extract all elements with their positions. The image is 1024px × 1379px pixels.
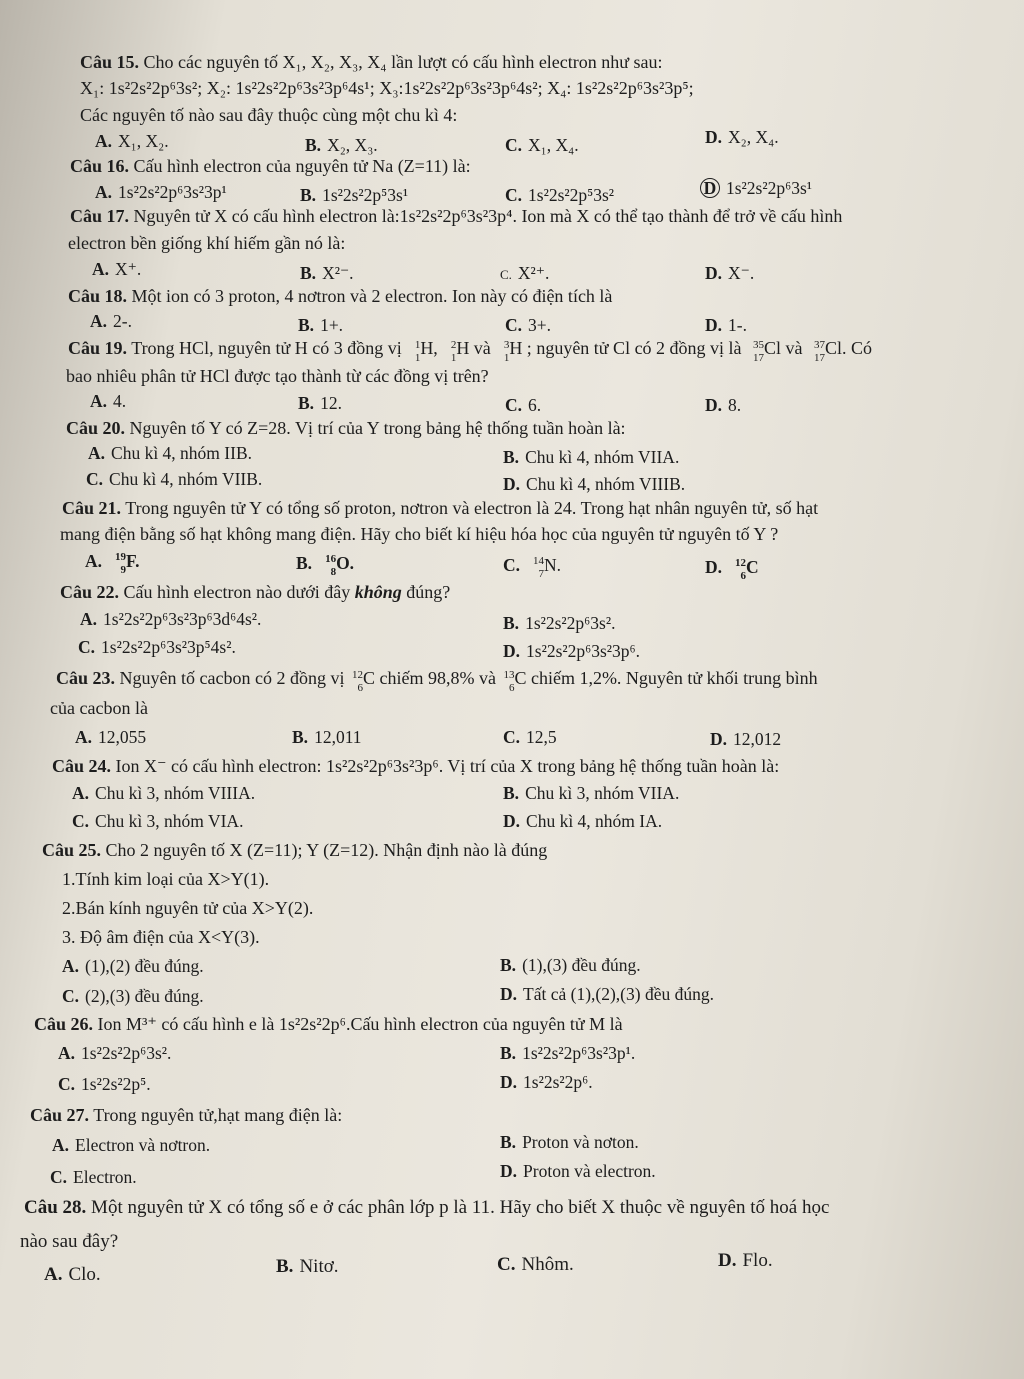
isotope-symbol: C chiếm 1,2%. Nguyên tử khối trung bình <box>514 668 818 688</box>
q20-option-d[interactable] <box>503 473 685 495</box>
option-key: B. <box>298 315 315 335</box>
option-text: Flo. <box>742 1250 773 1271</box>
atomic-number: 6 <box>508 682 515 694</box>
q21-option-d[interactable] <box>705 556 765 582</box>
option-text: Proton và electron. <box>523 1161 656 1181</box>
option-key: C. <box>78 637 96 657</box>
q23-option-b[interactable] <box>292 726 362 748</box>
option-text: (1),(2) đều đúng. <box>85 956 204 976</box>
option-text: Chu kì 3, nhóm VIIA. <box>525 783 680 803</box>
option-key: D. <box>503 641 521 661</box>
option-key: C. <box>58 1074 76 1094</box>
q17-option-c[interactable] <box>500 262 549 286</box>
q25-statement-3: 3. Độ âm điện của X<Y(3). <box>62 927 260 947</box>
q25-option-a[interactable] <box>62 955 204 977</box>
q26-stem <box>34 1012 623 1036</box>
option-key: B. <box>503 783 520 803</box>
q17-option-a[interactable] <box>92 258 141 280</box>
q23-option-c[interactable] <box>503 726 557 748</box>
option-text: Nitơ. <box>299 1256 339 1277</box>
mass-number: 19 <box>115 551 127 563</box>
option-text: 1s²2s²2p⁶3s²3p¹. <box>522 1043 636 1063</box>
q15-configs: X₁: 1s²2s²2p⁶3s²; X₂: 1s²2s²2p⁶3s²3p⁶4s¹; X₃:1s²2s²2p⁶3s²3p⁶4s²; X₄: 1s²2s²2p⁶3s²3p⁵; <box>80 78 694 98</box>
option-text: 12,055 <box>98 727 147 747</box>
option-key: C. <box>50 1167 68 1187</box>
q15-option-c[interactable] <box>505 134 579 156</box>
q18-stem-text: Một ion có 3 proton, 4 nơtron và 2 electron. Ion này có điện tích là <box>131 286 613 306</box>
q26-stem-text: Ion M³⁺ có cấu hình e là 1s²2s²2p⁶.Cấu hình electron của nguyên tử M là <box>97 1014 623 1034</box>
option-text: 1s²2s²2p⁶3s²3p⁶. <box>526 641 641 661</box>
q21-option-a[interactable] <box>85 550 145 576</box>
option-key: D. <box>705 315 723 335</box>
q25-statement-1: 1.Tính kim loại của X>Y(1). <box>62 869 270 889</box>
q28-option-b[interactable] <box>276 1256 339 1278</box>
option-text: 3+. <box>528 315 552 335</box>
q19-stem-line2: bao nhiêu phân tử HCl được tạo thành từ các đồng vị trên? <box>66 366 489 386</box>
q22-stem-text: Cấu hình electron nào dưới đây <box>123 582 351 602</box>
option-text: 12,5 <box>526 727 557 747</box>
option-key: D. <box>705 395 723 415</box>
q19-stem-line1 <box>68 336 873 364</box>
option-text: 1s²2s²2p⁶3s¹ <box>726 178 813 198</box>
q21-stem-line2: mang điện bằng số hạt không mang điện. Hãy cho biết kí hiệu hóa học của nguyên tử nguyên tố Y ? <box>60 524 779 544</box>
q26-option-b[interactable] <box>500 1042 635 1064</box>
option-text: Electron. <box>73 1167 137 1187</box>
isotope-symbol: H, <box>420 338 438 358</box>
option-text: X₁, X₂. <box>118 131 169 151</box>
atomic-number: 8 <box>330 566 337 578</box>
option-key: C. <box>497 1254 516 1275</box>
option-key: B. <box>300 263 317 283</box>
option-key: B. <box>503 613 520 633</box>
option-key: B. <box>296 553 313 573</box>
option-key: D. <box>500 984 518 1004</box>
option-key: B. <box>276 1256 294 1277</box>
option-key: B. <box>500 955 517 975</box>
option-key: C. <box>500 267 512 282</box>
q27-option-d[interactable] <box>500 1160 656 1182</box>
q16-option-c[interactable] <box>505 184 614 206</box>
atomic-number: 1 <box>503 352 510 364</box>
atomic-number: 7 <box>538 568 545 580</box>
q17-option-d[interactable] <box>705 262 754 284</box>
circled-answer-mark: D <box>700 178 720 198</box>
q21-stem-line1 <box>62 496 818 520</box>
option-text: Chu kì 4, nhóm IIB. <box>111 443 252 463</box>
mass-number: 16 <box>325 553 337 565</box>
q17-label: Câu 17. <box>70 206 130 226</box>
isotope-symbol: Cl. Có <box>825 338 873 358</box>
q19-stem-text: Trong HCl, nguyên tử H có 3 đồng vị <box>131 338 402 358</box>
option-text: 6. <box>528 395 542 415</box>
option-text: 1s²2s²2p⁶3s²3p⁵4s². <box>101 637 236 657</box>
option-text: Electron và nơtron. <box>75 1135 211 1155</box>
option-key: C. <box>505 185 523 205</box>
q23-label: Câu 23. <box>56 668 116 688</box>
q22-option-d[interactable] <box>503 640 640 662</box>
q24-stem <box>52 754 779 778</box>
q16-option-a[interactable] <box>95 181 227 203</box>
q24-label: Câu 24. <box>52 756 112 776</box>
option-key: A. <box>72 783 90 803</box>
q24-option-d[interactable] <box>503 810 662 832</box>
q26-option-a[interactable] <box>58 1042 171 1064</box>
q20-option-a[interactable] <box>88 442 252 464</box>
option-key: A. <box>90 391 108 411</box>
option-text: Clo. <box>68 1264 101 1285</box>
option-key: D. <box>503 474 521 494</box>
q28-stem-line1 <box>24 1196 829 1220</box>
option-key: A. <box>95 131 113 151</box>
q25-option-c[interactable] <box>62 985 204 1007</box>
option-key: C. <box>62 986 80 1006</box>
q15-option-a[interactable] <box>95 130 169 152</box>
q15-label: Câu 15. <box>80 52 140 72</box>
q28-option-a[interactable] <box>44 1264 101 1286</box>
q23-stem-line1 <box>56 666 818 694</box>
option-key: D. <box>500 1072 518 1092</box>
option-key: A. <box>92 259 110 279</box>
isotope-symbol: C chiếm 98,8% và <box>362 668 496 688</box>
mass-number: 13 <box>503 669 515 681</box>
q23-stem-text: Nguyên tố cacbon có 2 đồng vị <box>119 668 345 688</box>
option-text: 1s²2s²2p⁵. <box>81 1074 151 1094</box>
option-text: 1-. <box>728 315 747 335</box>
atomic-number: 17 <box>814 352 826 364</box>
option-text: Chu kì 4, nhóm VIIA. <box>525 447 680 467</box>
q27-option-b[interactable] <box>500 1131 639 1153</box>
q27-option-a[interactable] <box>52 1134 210 1156</box>
mass-number: 1 <box>414 339 421 351</box>
mass-number: 35 <box>753 339 765 351</box>
q19-option-b[interactable] <box>298 392 342 414</box>
option-key: A. <box>88 443 106 463</box>
isotope-notation <box>108 551 127 576</box>
q20-label: Câu 20. <box>66 418 126 438</box>
q24-stem-text: Ion X⁻ có cấu hình electron: 1s²2s²2p⁶3s²3p⁶. Vị trí của X trong bảng hệ thống tuần hoàn là: <box>115 756 780 776</box>
atomic-number: 1 <box>450 352 457 364</box>
atomic-number: 17 <box>753 352 765 364</box>
option-text: X⁺. <box>115 259 142 279</box>
q17-stem-text: Nguyên tử X có cấu hình electron là:1s²2s²2p⁶3s²3p⁴. Ion mà X có thể tạo thành để trở về cấu hình <box>133 206 843 226</box>
q25-stem-text: Cho 2 nguyên tố X (Z=11); Y (Z=12). Nhận định nào là đúng <box>105 840 548 860</box>
isotope-notation <box>442 338 457 364</box>
q22-option-b[interactable] <box>503 612 615 634</box>
option-text: X²⁺. <box>517 263 550 283</box>
option-text: 2-. <box>113 311 132 331</box>
option-key: B. <box>298 393 315 413</box>
option-text: (1),(3) đều đúng. <box>522 955 641 975</box>
q22-emphasis: không <box>354 582 402 602</box>
q16-stem <box>70 154 471 178</box>
element-symbol: N. <box>544 555 562 575</box>
option-key: D. <box>503 811 521 831</box>
isotope-notation <box>349 668 363 694</box>
q21-option-b[interactable] <box>296 552 360 578</box>
q16-option-d[interactable] <box>700 177 812 199</box>
q17-stem-line2: electron bền giống khí hiếm gần nó là: <box>68 233 346 253</box>
atomic-number: 6 <box>357 682 363 694</box>
q25-stem <box>42 838 547 862</box>
q18-stem <box>68 284 612 308</box>
option-text: (2),(3) đều đúng. <box>85 986 204 1006</box>
q16-stem-text: Cấu hình electron của nguyên tử Na (Z=11) là: <box>133 156 471 176</box>
q20-stem <box>66 416 626 440</box>
option-key: D. <box>710 729 728 749</box>
option-key: A. <box>95 182 113 202</box>
option-text: Chu kì 4, nhóm VIIB. <box>109 469 263 489</box>
q23-option-d[interactable] <box>710 728 781 750</box>
q24-option-b[interactable] <box>503 782 679 804</box>
q16-option-b[interactable] <box>300 184 408 206</box>
q19-option-d[interactable] <box>705 394 741 416</box>
q22-stem <box>60 580 450 604</box>
isotope-notation <box>526 555 545 580</box>
q24-option-c[interactable] <box>72 810 243 832</box>
option-text: X₂, X₄. <box>728 127 779 147</box>
option-key: A. <box>75 727 93 747</box>
option-text: 12. <box>320 393 342 413</box>
option-text: 8. <box>728 395 742 415</box>
mass-number: 2 <box>450 339 457 351</box>
option-key: C. <box>503 555 521 575</box>
option-text: 12,011 <box>314 727 362 747</box>
option-text: Nhôm. <box>521 1254 574 1275</box>
q21-label: Câu 21. <box>62 498 122 518</box>
q18-option-a[interactable] <box>90 310 132 332</box>
option-text: X₁, X₄. <box>528 135 579 155</box>
q18-option-d[interactable] <box>705 314 747 336</box>
q26-option-c[interactable] <box>58 1073 151 1095</box>
q23-stem-line2: của cacbon là <box>50 698 148 718</box>
option-text: Chu kì 3, nhóm VIA. <box>95 811 244 831</box>
q16-label: Câu 16. <box>70 156 130 176</box>
element-symbol: F. <box>126 551 140 571</box>
mass-number: 14 <box>533 555 545 567</box>
q18-label: Câu 18. <box>68 286 128 306</box>
option-key: B. <box>292 727 309 747</box>
q15-option-b[interactable] <box>305 134 378 156</box>
q22-stem-end: đúng? <box>406 582 451 602</box>
q27-option-c[interactable] <box>50 1166 137 1188</box>
mass-number: 12 <box>735 557 747 569</box>
q25-label: Câu 25. <box>42 840 102 860</box>
option-key: A. <box>80 609 98 629</box>
option-key: C. <box>505 135 523 155</box>
option-key: A. <box>62 956 80 976</box>
mass-number: 3 <box>503 339 510 351</box>
option-text: 1s²2s²2p⁶3s²3p⁶3d⁶4s². <box>103 609 262 629</box>
isotope-notation <box>318 553 337 578</box>
option-key: C. <box>505 395 523 415</box>
option-text: 4. <box>113 391 127 411</box>
q15-stem <box>80 50 663 74</box>
mass-number: 37 <box>814 339 826 351</box>
q17-option-b[interactable] <box>300 262 354 284</box>
option-text: X²⁻. <box>322 263 354 283</box>
q25-option-d[interactable] <box>500 983 714 1005</box>
q20-option-c[interactable] <box>86 468 262 490</box>
q25-statement-2: 2.Bán kính nguyên tử của X>Y(2). <box>62 898 314 918</box>
q23-option-a[interactable] <box>75 726 146 748</box>
option-text: Chu kì 4, nhóm IA. <box>526 811 663 831</box>
q19-option-c[interactable] <box>505 394 541 416</box>
option-text: Chu kì 4, nhóm VIIIB. <box>526 474 686 494</box>
atomic-number: 6 <box>740 570 747 582</box>
isotope-notation <box>728 557 747 582</box>
option-text: Tất cả (1),(2),(3) đều đúng. <box>523 984 714 1004</box>
q27-stem <box>30 1103 342 1127</box>
option-key: A. <box>90 311 108 331</box>
q25-option-b[interactable] <box>500 954 641 976</box>
option-text: Proton và nơton. <box>522 1132 639 1152</box>
option-text: X⁻. <box>728 263 755 283</box>
q22-label: Câu 22. <box>60 582 120 602</box>
q26-label: Câu 26. <box>34 1014 94 1034</box>
option-key: C. <box>503 727 521 747</box>
option-text: 1s²2s²2p⁶3s²3p¹ <box>118 182 227 202</box>
q21-stem-text: Trong nguyên tử Y có tổng số proton, nơtron và electron là 24. Trong hạt nhân nguyên tử, số hạt <box>125 498 819 518</box>
q15-option-d[interactable] <box>705 126 779 148</box>
option-key: D. <box>705 557 723 577</box>
option-key: A. <box>58 1043 76 1063</box>
option-key: C. <box>505 315 523 335</box>
option-key: A. <box>44 1264 63 1285</box>
q19-label: Câu 19. <box>68 338 128 358</box>
q21-option-c[interactable] <box>503 554 562 580</box>
option-key: C. <box>72 811 90 831</box>
q15-stem-text: Cho các nguyên tố X₁, X₂, X₃, X₄ lần lượt có cấu hình electron như sau: <box>143 52 663 72</box>
q27-label: Câu 27. <box>30 1105 90 1125</box>
option-text: 1s²2s²2p⁵3s² <box>528 185 615 205</box>
option-key: B. <box>305 135 322 155</box>
q20-stem-text: Nguyên tố Y có Z=28. Vị trí của Y trong bảng hệ thống tuần hoàn là: <box>129 418 626 438</box>
element-symbol: C <box>746 557 759 577</box>
q27-stem-text: Trong nguyên tử,hạt mang điện là: <box>93 1105 343 1125</box>
option-text: X₂, X₃. <box>327 135 378 155</box>
option-key: B. <box>300 185 317 205</box>
element-symbol: O. <box>336 553 355 573</box>
isotope-notation <box>495 338 510 364</box>
option-key: D. <box>705 263 723 283</box>
q28-option-c[interactable] <box>497 1254 574 1276</box>
isotope-notation <box>807 338 826 364</box>
option-text: 1s²2s²2p⁶3s². <box>81 1043 172 1063</box>
isotope-notation <box>746 338 765 364</box>
isotope-notation <box>500 668 515 694</box>
option-key: A. <box>85 551 103 571</box>
isotope-symbol: H và <box>456 338 491 358</box>
q24-option-a[interactable] <box>72 782 255 804</box>
q15-question: Các nguyên tố nào sau đây thuộc cùng một chu kì 4: <box>80 105 458 125</box>
option-text: 12,012 <box>733 729 782 749</box>
option-key: B. <box>503 447 520 467</box>
q20-option-b[interactable] <box>503 446 679 468</box>
option-text: 1+. <box>320 315 344 335</box>
atomic-number: 9 <box>120 564 127 576</box>
q22-option-a[interactable] <box>80 608 261 630</box>
q22-option-c[interactable] <box>78 636 236 658</box>
isotope-notation <box>406 338 421 364</box>
q28-stem-text: Một nguyên tử X có tổng số e ở các phân lớp p là 11. Hãy cho biết X thuộc về nguyên tố hoá học <box>91 1197 830 1218</box>
q17-stem-line1 <box>70 204 842 228</box>
q19-option-a[interactable] <box>90 390 126 412</box>
q26-option-d[interactable] <box>500 1071 593 1093</box>
option-text: 1s²2s²2p⁶3s². <box>525 613 616 633</box>
option-key: B. <box>500 1043 517 1063</box>
option-text: 1s²2s²2p⁶. <box>523 1072 593 1092</box>
q18-option-c[interactable] <box>505 314 551 336</box>
isotope-symbol: Cl và <box>764 338 803 358</box>
option-key: B. <box>500 1132 517 1152</box>
option-key: D. <box>705 127 723 147</box>
option-key: A. <box>52 1135 70 1155</box>
q18-option-b[interactable] <box>298 314 343 336</box>
q28-label: Câu 28. <box>24 1197 87 1218</box>
option-key: D. <box>718 1250 737 1271</box>
option-key: D. <box>500 1161 518 1181</box>
isotope-symbol: H ; nguyên tử Cl có 2 đồng vị là <box>509 338 742 358</box>
atomic-number: 1 <box>414 352 421 364</box>
option-text: Chu kì 3, nhóm VIIIA. <box>95 783 256 803</box>
mass-number: 12 <box>351 669 363 681</box>
option-text: 1s²2s²2p⁵3s¹ <box>322 185 409 205</box>
option-key: C. <box>86 469 104 489</box>
q28-option-d[interactable] <box>718 1250 773 1272</box>
q28-stem-line2: nào sau đây? <box>20 1231 119 1252</box>
